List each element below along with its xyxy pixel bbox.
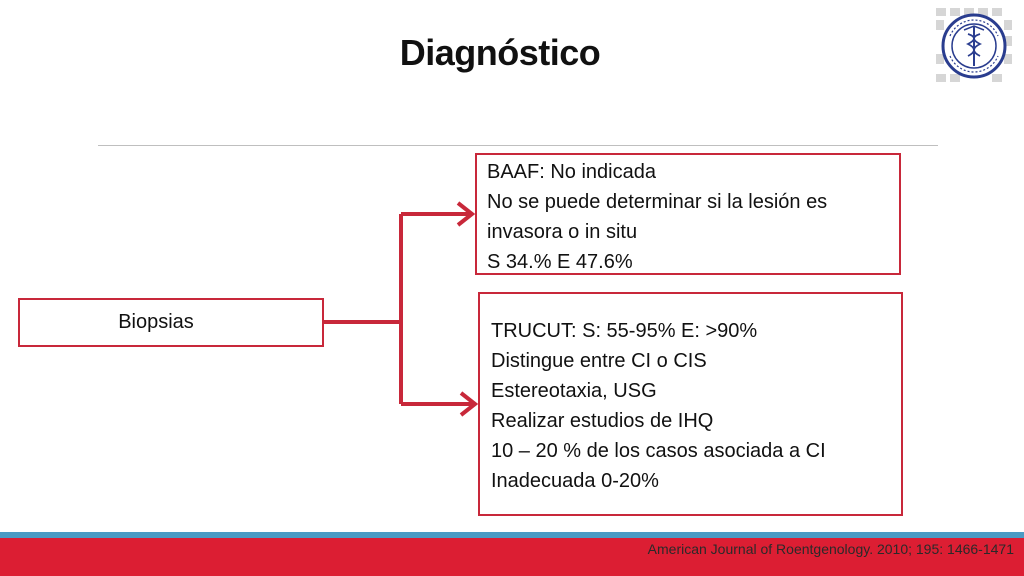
baaf-line: invasora o in situ [487, 221, 638, 243]
biopsias-box [18, 298, 324, 347]
baaf-line: No se puede determinar si la lesión es [487, 191, 828, 213]
trucut-box [478, 292, 903, 516]
baaf-box [475, 153, 901, 275]
biopsias-label: Biopsias [118, 311, 194, 333]
baaf-line: BAAF: No indicada [487, 161, 656, 183]
trucut-line: Distingue entre CI o CIS [491, 350, 707, 372]
baaf-line: S 34.% E 47.6% [487, 251, 633, 273]
trucut-line: Inadecuada 0-20% [491, 470, 659, 492]
slide-title: Diagnóstico [399, 32, 601, 73]
trucut-line: Realizar estudios de IHQ [491, 410, 714, 432]
citation-text: American Journal of Roentgenology. 2010; 195: 1466-1471 [647, 541, 1014, 557]
trucut-line: TRUCUT: S: 55-95% E: >90% [491, 320, 758, 342]
trucut-line: 10 – 20 % de los casos asociada a CI [491, 440, 826, 462]
trucut-line: Estereotaxia, USG [491, 380, 657, 402]
institution-seal-icon [934, 6, 1014, 84]
title-divider [98, 145, 938, 146]
